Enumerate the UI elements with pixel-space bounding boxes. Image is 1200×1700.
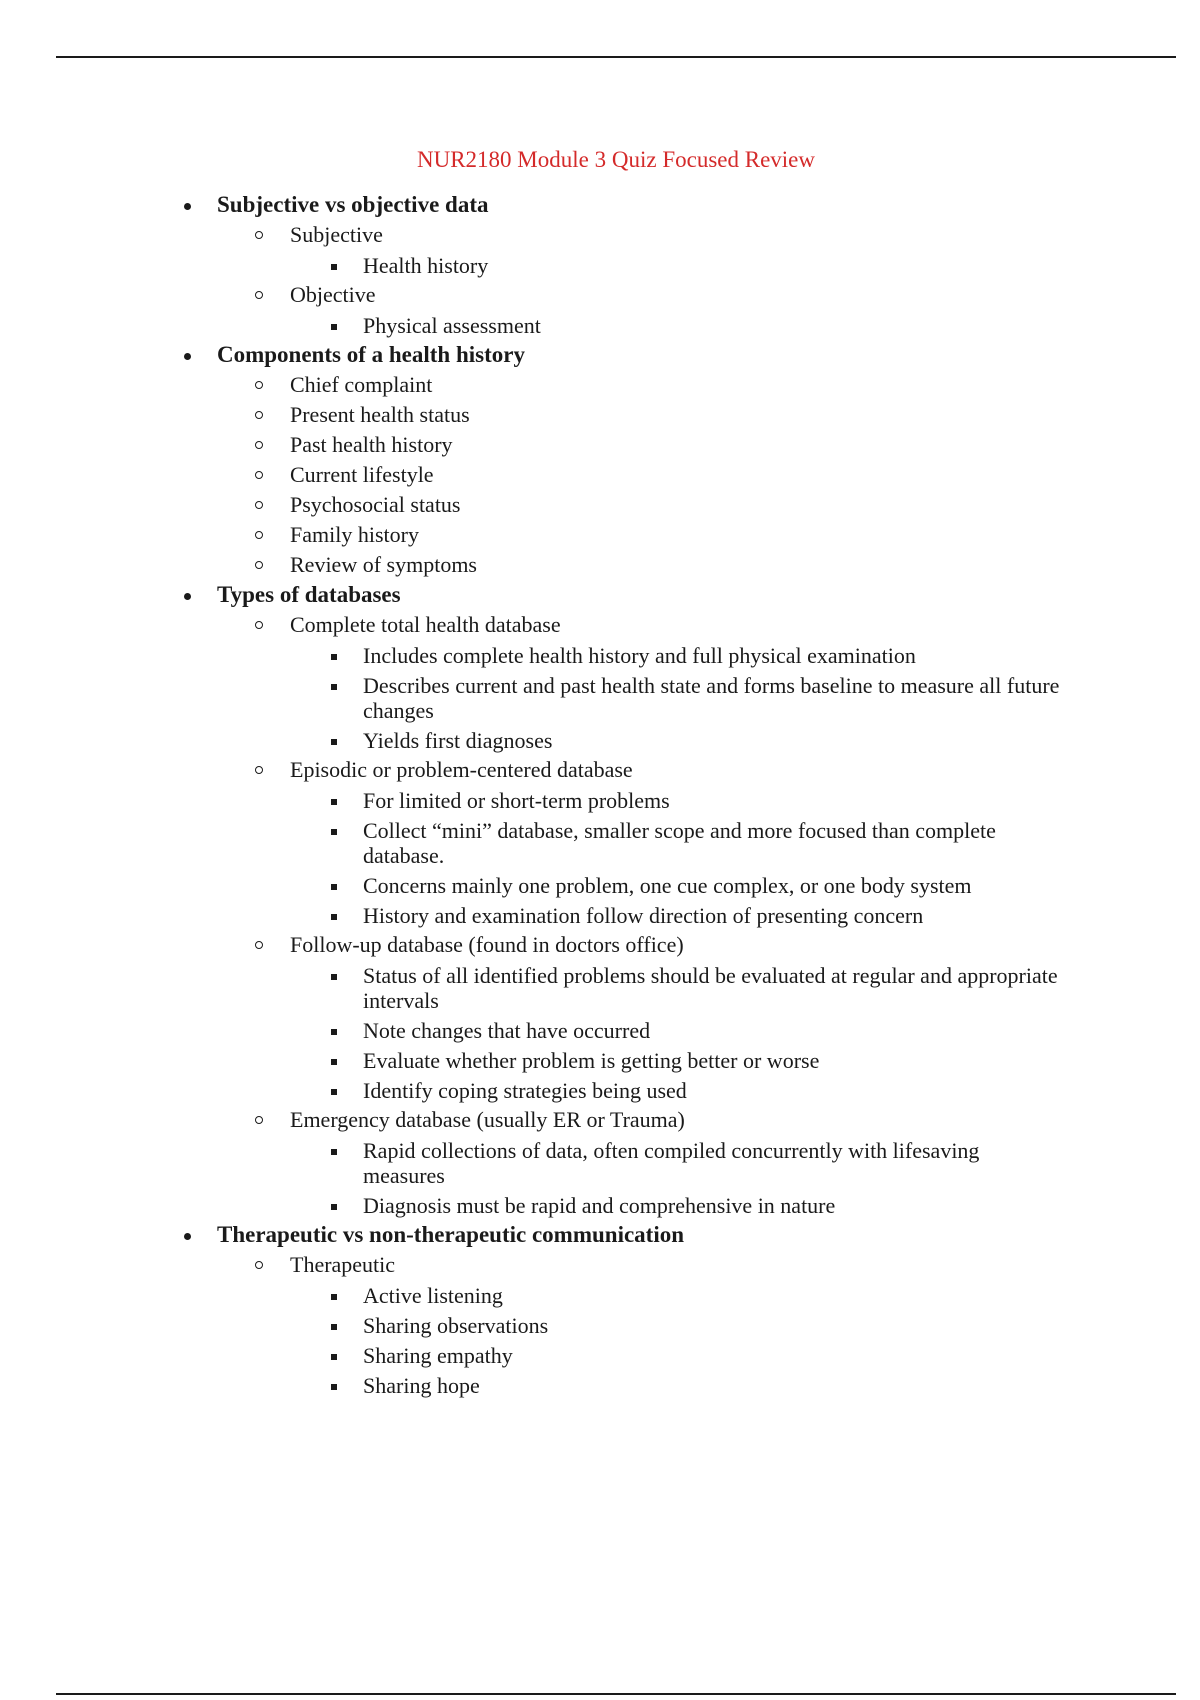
list-item <box>0 370 1100 400</box>
section-heading: Components of a health history <box>217 342 525 367</box>
list-item: Yields first diagnoses <box>0 725 1063 755</box>
document-title: NUR2180 Module 3 Quiz Focused Review <box>417 147 815 172</box>
list-item: Describes current and past health state and forms baseline to measure all future changes <box>0 670 1063 725</box>
section-list <box>0 190 1100 1400</box>
list-item <box>0 520 1100 550</box>
list-item <box>0 755 1100 930</box>
list-item <box>0 1250 1100 1400</box>
section-databases <box>0 580 1100 1220</box>
list-item: Collect “mini” database, smaller scope and more focused than complete database. <box>0 815 1063 870</box>
list-item: Concerns mainly one problem, one cue complex, or one body system <box>0 870 1063 900</box>
list-item: Sharing empathy <box>0 1340 1063 1370</box>
item-label: Therapeutic <box>290 1252 396 1277</box>
section-heading: Types of databases <box>217 582 401 607</box>
outline <box>0 190 1100 1400</box>
list-item <box>0 550 1100 580</box>
list-item: Health history <box>0 250 1063 280</box>
list-item: For limited or short-term problems <box>0 785 1063 815</box>
list-item: Status of all identified problems should be evaluated at regular and appropriate intervals <box>0 960 1063 1015</box>
section-heading: Therapeutic vs non-therapeutic communication <box>217 1222 685 1247</box>
list-item: Evaluate whether problem is getting better or worse <box>0 1045 1063 1075</box>
bottom-rule <box>56 1693 1176 1695</box>
list-item: Includes complete health history and full physical examination <box>0 640 1063 670</box>
list-item: Note changes that have occurred <box>0 1015 1063 1045</box>
list-item <box>0 220 1100 280</box>
section-subjective-objective <box>0 190 1100 340</box>
section-communication <box>0 1220 1100 1400</box>
item-label: Family history <box>290 522 419 547</box>
item-label: Follow-up database (found in doctors office) <box>290 932 684 957</box>
list-item: Sharing hope <box>0 1370 1063 1400</box>
list-item: Rapid collections of data, often compiled concurrently with lifesaving measures <box>0 1135 1063 1190</box>
list-item: Active listening <box>0 1280 1063 1310</box>
item-label: Present health status <box>290 402 470 427</box>
section-heading: Subjective vs objective data <box>217 192 489 217</box>
list-item <box>0 400 1100 430</box>
list-item: Physical assessment <box>0 310 1063 340</box>
list-item <box>0 610 1100 755</box>
list-item: Sharing observations <box>0 1310 1063 1340</box>
item-label: Review of symptoms <box>290 552 477 577</box>
list-item <box>0 490 1100 520</box>
list-item <box>0 280 1100 340</box>
item-label: Past health history <box>290 432 453 457</box>
list-item: Diagnosis must be rapid and comprehensive in nature <box>0 1190 1063 1220</box>
list-item <box>0 430 1100 460</box>
item-label: Psychosocial status <box>290 492 461 517</box>
item-label: Subjective <box>290 222 383 247</box>
list-item <box>0 1105 1100 1220</box>
section-health-history <box>0 340 1100 580</box>
item-label: Objective <box>290 282 376 307</box>
item-label: Chief complaint <box>290 372 433 397</box>
list-item: Identify coping strategies being used <box>0 1075 1063 1105</box>
list-item: History and examination follow direction of presenting concern <box>0 900 1063 930</box>
item-label: Episodic or problem-centered database <box>290 757 633 782</box>
list-item <box>0 930 1100 1105</box>
item-label: Complete total health database <box>290 612 561 637</box>
item-label: Emergency database (usually ER or Trauma) <box>290 1107 685 1132</box>
item-label: Current lifestyle <box>290 462 434 487</box>
list-item <box>0 460 1100 490</box>
top-rule <box>56 56 1176 58</box>
